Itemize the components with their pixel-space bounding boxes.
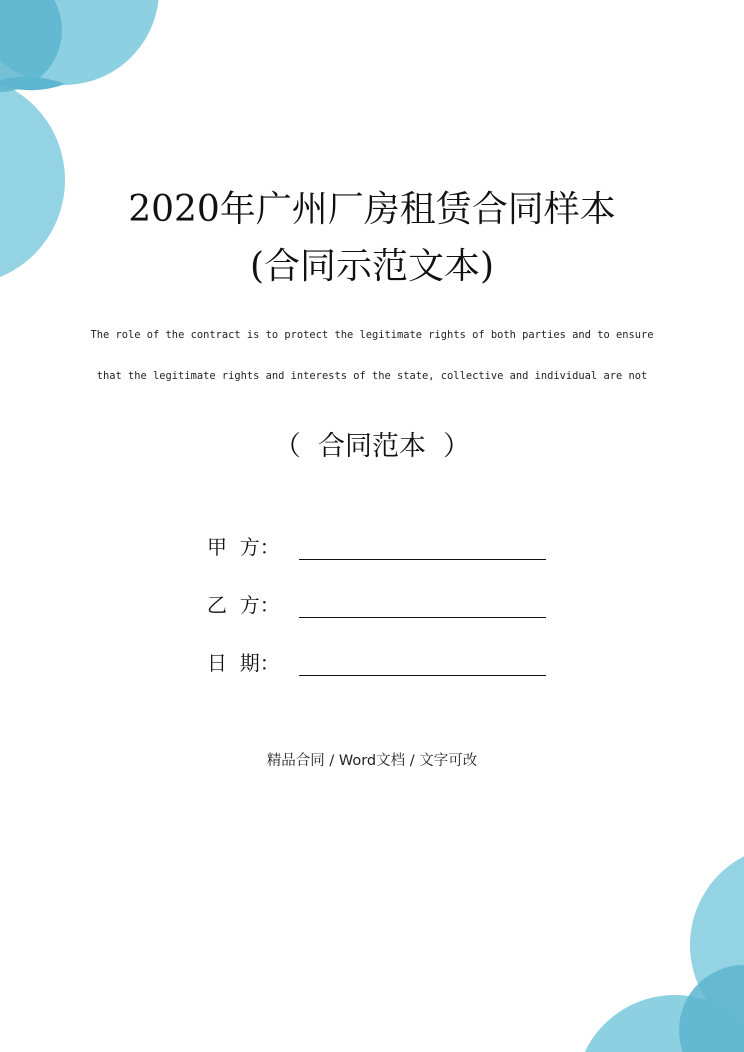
party-b-label: 乙 方： xyxy=(207,593,280,617)
bottom-right-circles-icon xyxy=(575,845,744,1052)
title-line-2: (合同示范文本) xyxy=(249,246,495,287)
subtitle-line-2: that the legitimate rights and interests of the state, collective and individual are not xyxy=(96,370,648,382)
party-a-field xyxy=(207,530,546,560)
party-a-label: 甲 方： xyxy=(207,535,280,559)
date-field xyxy=(207,646,546,676)
footer-note: 精品合同 / Word文档 / 文字可改 xyxy=(266,753,478,769)
contract-template-label: （ 合同范本 ） xyxy=(273,431,471,462)
party-b-blank-line[interactable] xyxy=(299,591,546,618)
party-a-blank-line[interactable] xyxy=(299,533,546,560)
title-line-1: 2020年广州厂房租赁合同样本 xyxy=(128,189,616,230)
party-b-field xyxy=(207,588,546,618)
date-blank-line[interactable] xyxy=(299,649,546,676)
date-label: 日 期： xyxy=(207,651,280,675)
subtitle-line-1: The role of the contract is to protect the legitimate rights of both parties and to ensure xyxy=(90,329,654,341)
